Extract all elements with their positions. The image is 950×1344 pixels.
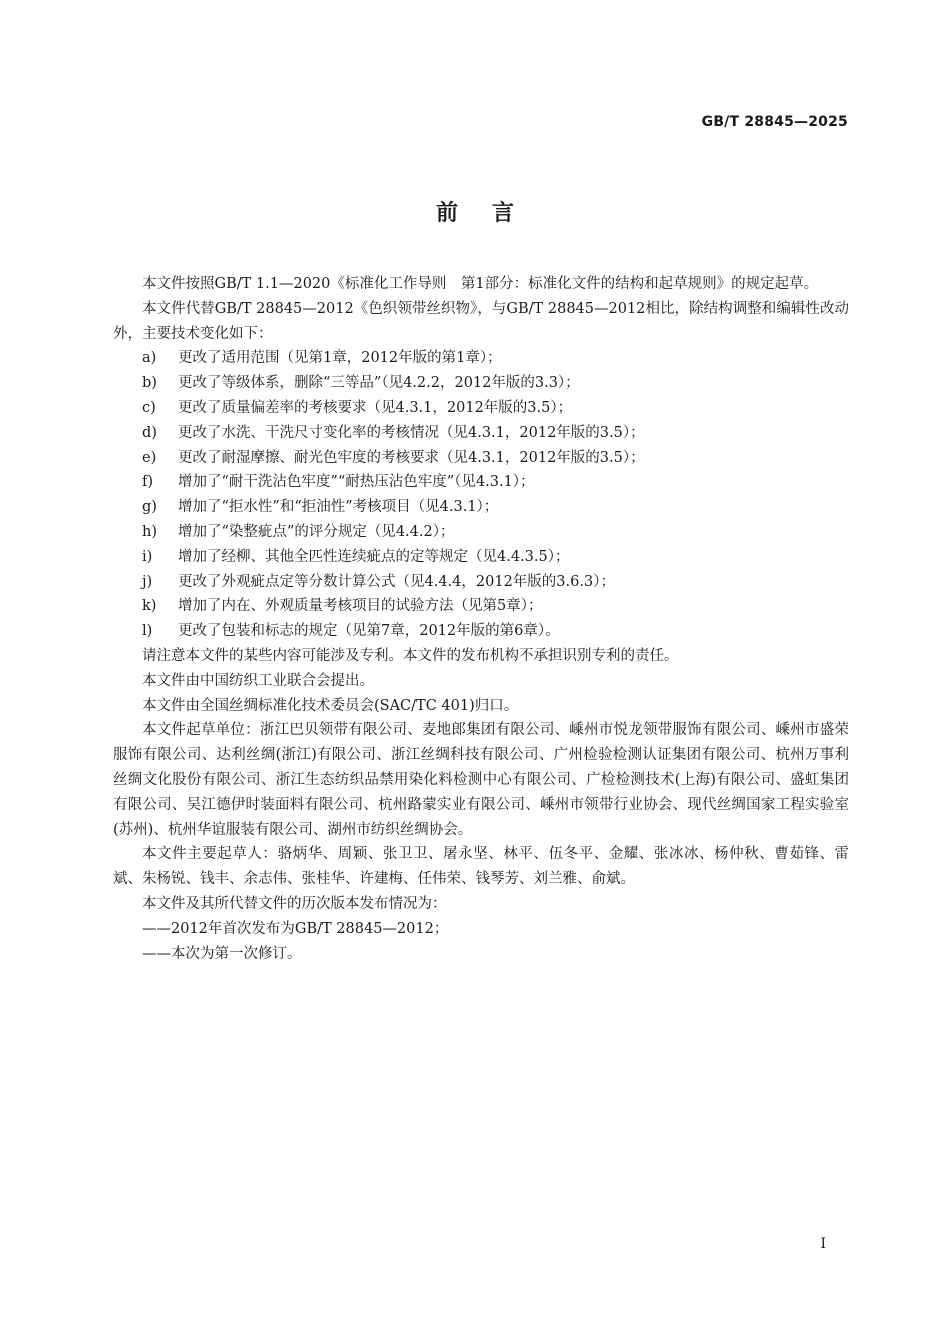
foreword-body — [113, 272, 849, 966]
history-item: ——2012年首次发布为GB/T 28845—2012； — [142, 920, 449, 937]
list-item-text: 更改了包装和标志的规定（见第7章，2012年版的第6章）。 — [178, 623, 560, 640]
list-item — [113, 421, 849, 446]
list-item-text: 更改了水洗、干洗尺寸变化率的考核情况（见4.3.1，2012年版的3.5）； — [178, 424, 645, 441]
list-item-text: 更改了质量偏差率的考核要求（见4.3.1，2012年版的3.5）； — [178, 399, 573, 416]
list-marker: d) — [142, 424, 157, 441]
paragraph-replacement: 本文件代替GB/T 28845—2012《色织领带丝织物》，与GB/T 28845—2012相比，除结构调整和编辑性改动外，主要技术变化如下： — [113, 300, 849, 342]
list-marker: h) — [142, 523, 157, 540]
list-item — [113, 446, 849, 471]
list-marker: e) — [142, 449, 157, 466]
list-item — [113, 470, 849, 495]
history-item: ——本次为第一次修订。 — [142, 945, 302, 962]
list-item-text: 更改了等级体系，删除“三等品”（见4.2.2，2012年版的3.3）； — [178, 375, 580, 392]
list-marker: l) — [142, 623, 153, 640]
paragraph-patent-notice: 请注意本文件的某些内容可能涉及专利。本文件的发布机构不承担识别专利的责任。 — [142, 647, 679, 664]
list-item — [113, 346, 849, 371]
paragraph-history-intro: 本文件及其所代替文件的历次版本发布情况为： — [142, 895, 447, 912]
paragraph-managed-by: 本文件由全国丝绸标准化技术委员会(SAC/TC 401)归口。 — [142, 697, 519, 714]
page-number: I — [820, 1236, 826, 1252]
page-title: 前言 — [435, 201, 548, 226]
standard-code: GB/T 28845—2025 — [701, 114, 848, 130]
list-marker: i) — [142, 548, 153, 565]
list-item — [113, 371, 849, 396]
list-item — [113, 495, 849, 520]
list-item — [113, 396, 849, 421]
list-marker: g) — [142, 499, 157, 516]
list-marker: j) — [142, 573, 153, 590]
list-item — [113, 545, 849, 570]
list-item — [113, 594, 849, 619]
list-marker: c) — [142, 399, 156, 416]
list-item — [113, 619, 849, 644]
list-marker: b) — [142, 375, 157, 392]
list-item-text: 更改了适用范围（见第1章，2012年版的第1章）； — [178, 350, 502, 367]
list-marker: k) — [142, 598, 157, 615]
paragraph-drafters: 本文件主要起草人：骆炳华、周颖、张卫卫、屠永坚、林平、伍冬平、金耀、张冰冰、杨仲秋、曹茹锋、雷斌、朱杨锐、钱丰、余志伟、张桂华、许建梅、任伟荣、钱琴芳、刘兰雅、俞斌。 — [113, 846, 849, 888]
list-item-text: 增加了“耐干洗沾色牢度”“耐热压沾色牢度”（见4.3.1）； — [178, 474, 535, 491]
list-item-text: 增加了“染整疵点”的评分规定（见4.4.2）； — [178, 523, 455, 540]
list-item — [113, 520, 849, 545]
list-item-text: 增加了内在、外观质量考核项目的试验方法（见第5章）； — [178, 598, 543, 615]
list-marker: a) — [142, 350, 157, 367]
list-item-text: 更改了外观疵点定等分数计算公式（见4.4.4，2012年版的3.6.3）； — [178, 573, 615, 590]
list-item-text: 增加了经柳、其他全匹性连续疵点的定等规定（见4.4.3.5）； — [178, 548, 570, 565]
list-marker: f) — [142, 474, 154, 491]
list-item — [113, 570, 849, 595]
paragraph-drafting-rules: 本文件按照GB/T 1.1—2020《标准化工作导则 第1部分：标准化文件的结构和起草规则》的规定起草。 — [142, 276, 819, 292]
list-item-text: 更改了耐湿摩擦、耐光色牢度的考核要求（见4.3.1，2012年版的3.5）； — [178, 449, 645, 466]
paragraph-proposed-by: 本文件由中国纺织工业联合会提出。 — [142, 672, 374, 689]
list-item-text: 增加了“拒水性”和“拒油性”考核项目（见4.3.1）； — [178, 499, 499, 516]
paragraph-drafting-units: 本文件起草单位：浙江巴贝领带有限公司、麦地郎集团有限公司、嵊州市悦龙领带服饰有限公司、嵊州市盛荣服饰有限公司、达利丝绸(浙江)有限公司、浙江丝绸科技有限公司、广州检验检测认证集团有限公司、杭州万事利丝绸文化股份有限公司、浙江生态纺织品禁用染化料检测中心有限公司、广检检测技术(上海)有限公司、盛虹集团有限公司、吴江德伊时装面料有限公司、杭州路蒙实业有限公司、嵊州市领带行业协会、现代丝绸国家工程实验室(苏州)、杭州华谊服装有限公司、湖州市纺织丝绸协会。 — [113, 722, 849, 838]
changes-list — [113, 346, 849, 644]
